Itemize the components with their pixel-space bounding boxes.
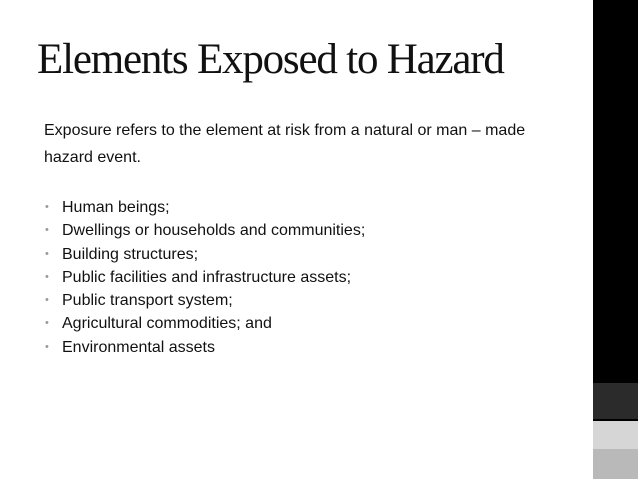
bullet-dot-icon: • xyxy=(45,270,49,283)
bullet-item xyxy=(44,336,365,359)
bullet-item xyxy=(44,196,365,219)
bullet-dot-icon: • xyxy=(45,247,49,260)
bullet-dot-icon: • xyxy=(45,201,49,213)
bullet-text: Dwellings or households and communities; xyxy=(62,222,366,240)
bullet-text: Agricultural commodities; and xyxy=(62,315,272,333)
slide-title: Elements Exposed to Hazard xyxy=(37,36,504,83)
bullet-text: Environmental assets xyxy=(62,338,215,356)
sidebar-dark-block xyxy=(593,383,638,419)
bullet-text: Public transport system; xyxy=(62,292,233,310)
right-sidebar-band xyxy=(593,0,638,479)
bullet-dot-icon: • xyxy=(45,340,49,353)
bullet-text: Public facilities and infrastructure assets; xyxy=(62,268,352,286)
bullet-dot-icon: • xyxy=(45,294,49,307)
sidebar-grey-block xyxy=(593,449,638,479)
bullet-item xyxy=(44,219,365,242)
bullet-dot-icon: • xyxy=(45,317,49,330)
intro-paragraph: Exposure refers to the element at risk from a natural or man – made hazard event. xyxy=(44,122,526,166)
bullet-list xyxy=(44,196,365,359)
bullet-text: Human beings; xyxy=(62,199,170,216)
bullet-dot-icon: • xyxy=(45,224,49,237)
bullet-text: Building structures; xyxy=(62,245,199,263)
bullet-item xyxy=(44,266,365,289)
bullet-item xyxy=(44,243,365,266)
bullet-item xyxy=(44,289,365,312)
bullet-item xyxy=(44,312,365,335)
